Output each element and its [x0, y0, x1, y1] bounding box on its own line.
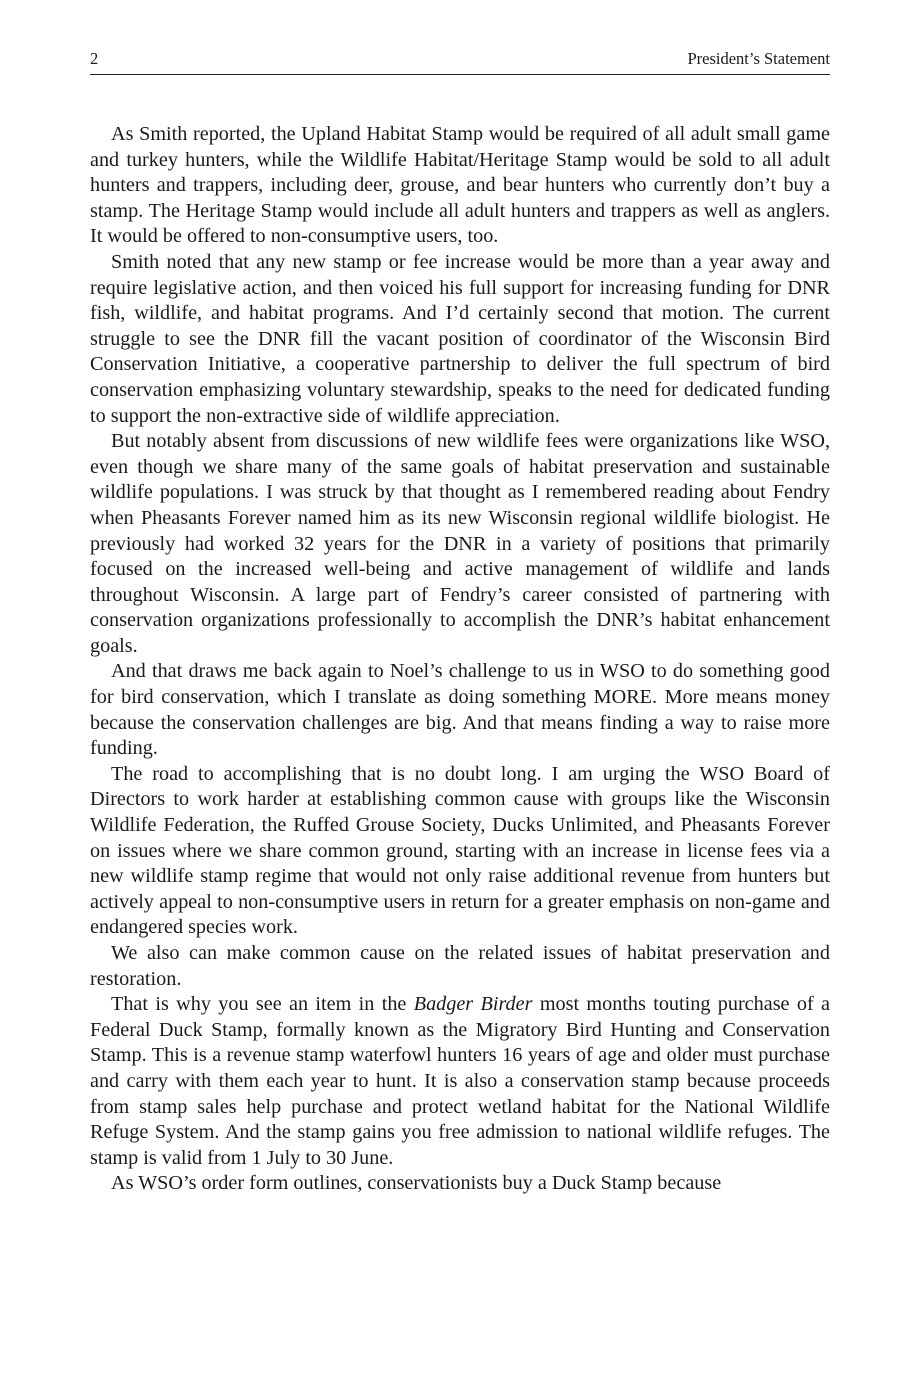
- paragraph-5: The road to accomplishing that is no doubt long. I am urging the WSO Board of Directors to work harder at establishing common cause with groups like the Wisconsin Wildlife Federation, the Ruffed Grouse Society, Ducks Unlimited, and Pheasants Forever on issues where we share common ground, starting with an increase in license fees via a new wildlife stamp regime that would not only raise additional revenue from hunters but actively appeal to non-consumptive users in return for a greater emphasis on non-game and endangered species work.: [90, 762, 830, 939]
- article-body: [90, 122, 830, 1197]
- publication-title: Badger Birder: [413, 993, 533, 1016]
- paragraph-final: As WSO’s order form outlines, conservationists buy a Duck Stamp because: [111, 1172, 722, 1195]
- paragraph-2: Smith noted that any new stamp or fee increase would be more than a year away and require legislative action, and then voiced his full support for increasing funding for DNR fish, wildlife, and habitat programs. And I’d certainly second that motion. The current struggle to see the DNR fill the vacant position of coordinator of the Wisconsin Bird Conservation Initiative, a cooperative partnership to deliver the full spectrum of bird conservation emphasizing voluntary stewardship, speaks to the need for dedicated funding to support the non-extractive side of wildlife appreciation.: [90, 250, 830, 427]
- section-title: President’s Statement: [687, 49, 830, 68]
- page-number: 2: [90, 49, 99, 68]
- paragraph-3: But notably absent from discussions of new wildlife fees were organizations like WSO, even though we share many of the same goals of habitat preservation and sustainable wildlife populations. I was struck by that thought as I remembered reading about Fendry when Pheasants Forever named him as its new Wisconsin regional wildlife biologist. He previously had worked 32 years for the DNR in a variety of positions that primarily focused on the increased well-being and active management of wildlife and lands throughout Wisconsin. A large part of Fendry’s career consisted of partnering with conservation organizations professionally to accomplish the DNR’s habitat enhancement goals.: [90, 430, 830, 657]
- duck-stamp-text-after: most months touting purchase of a Federal Duck Stamp, formally known as the Migratory Bird Hunting and Conservation Stamp. This is a revenue stamp waterfowl hunters 16 years of age and older must purchase and carry with them each year to hunt. It is also a conservation stamp because proceeds from stamp sales help purchase and protect wetland habitat for the National Wildlife Refuge System. And the stamp gains you free admission to national wildlife refuges. The stamp is valid from 1 July to 30 June.: [90, 993, 830, 1169]
- running-head: [90, 48, 830, 75]
- paragraph-4: And that draws me back again to Noel’s challenge to us in WSO to do something good for bird conservation, which I translate as doing something MORE. More means money because the conservation challenges are big. And that means finding a way to raise more funding.: [90, 660, 830, 760]
- paragraph-6: We also can make common cause on the related issues of habitat preservation and restoration.: [90, 942, 830, 990]
- paragraph-duck-stamp: [90, 992, 830, 1171]
- duck-stamp-text-before: That is why you see an item in the: [111, 993, 414, 1016]
- paragraph-1: As Smith reported, the Upland Habitat Stamp would be required of all adult small game and turkey hunters, while the Wildlife Habitat/Heritage Stamp would be sold to all adult hunters and trappers, including deer, grouse, and bear hunters who currently don’t buy a stamp. The Heritage Stamp would include all adult hunters and trappers as well as anglers. It would be offered to non-consumptive users, too.: [90, 123, 830, 248]
